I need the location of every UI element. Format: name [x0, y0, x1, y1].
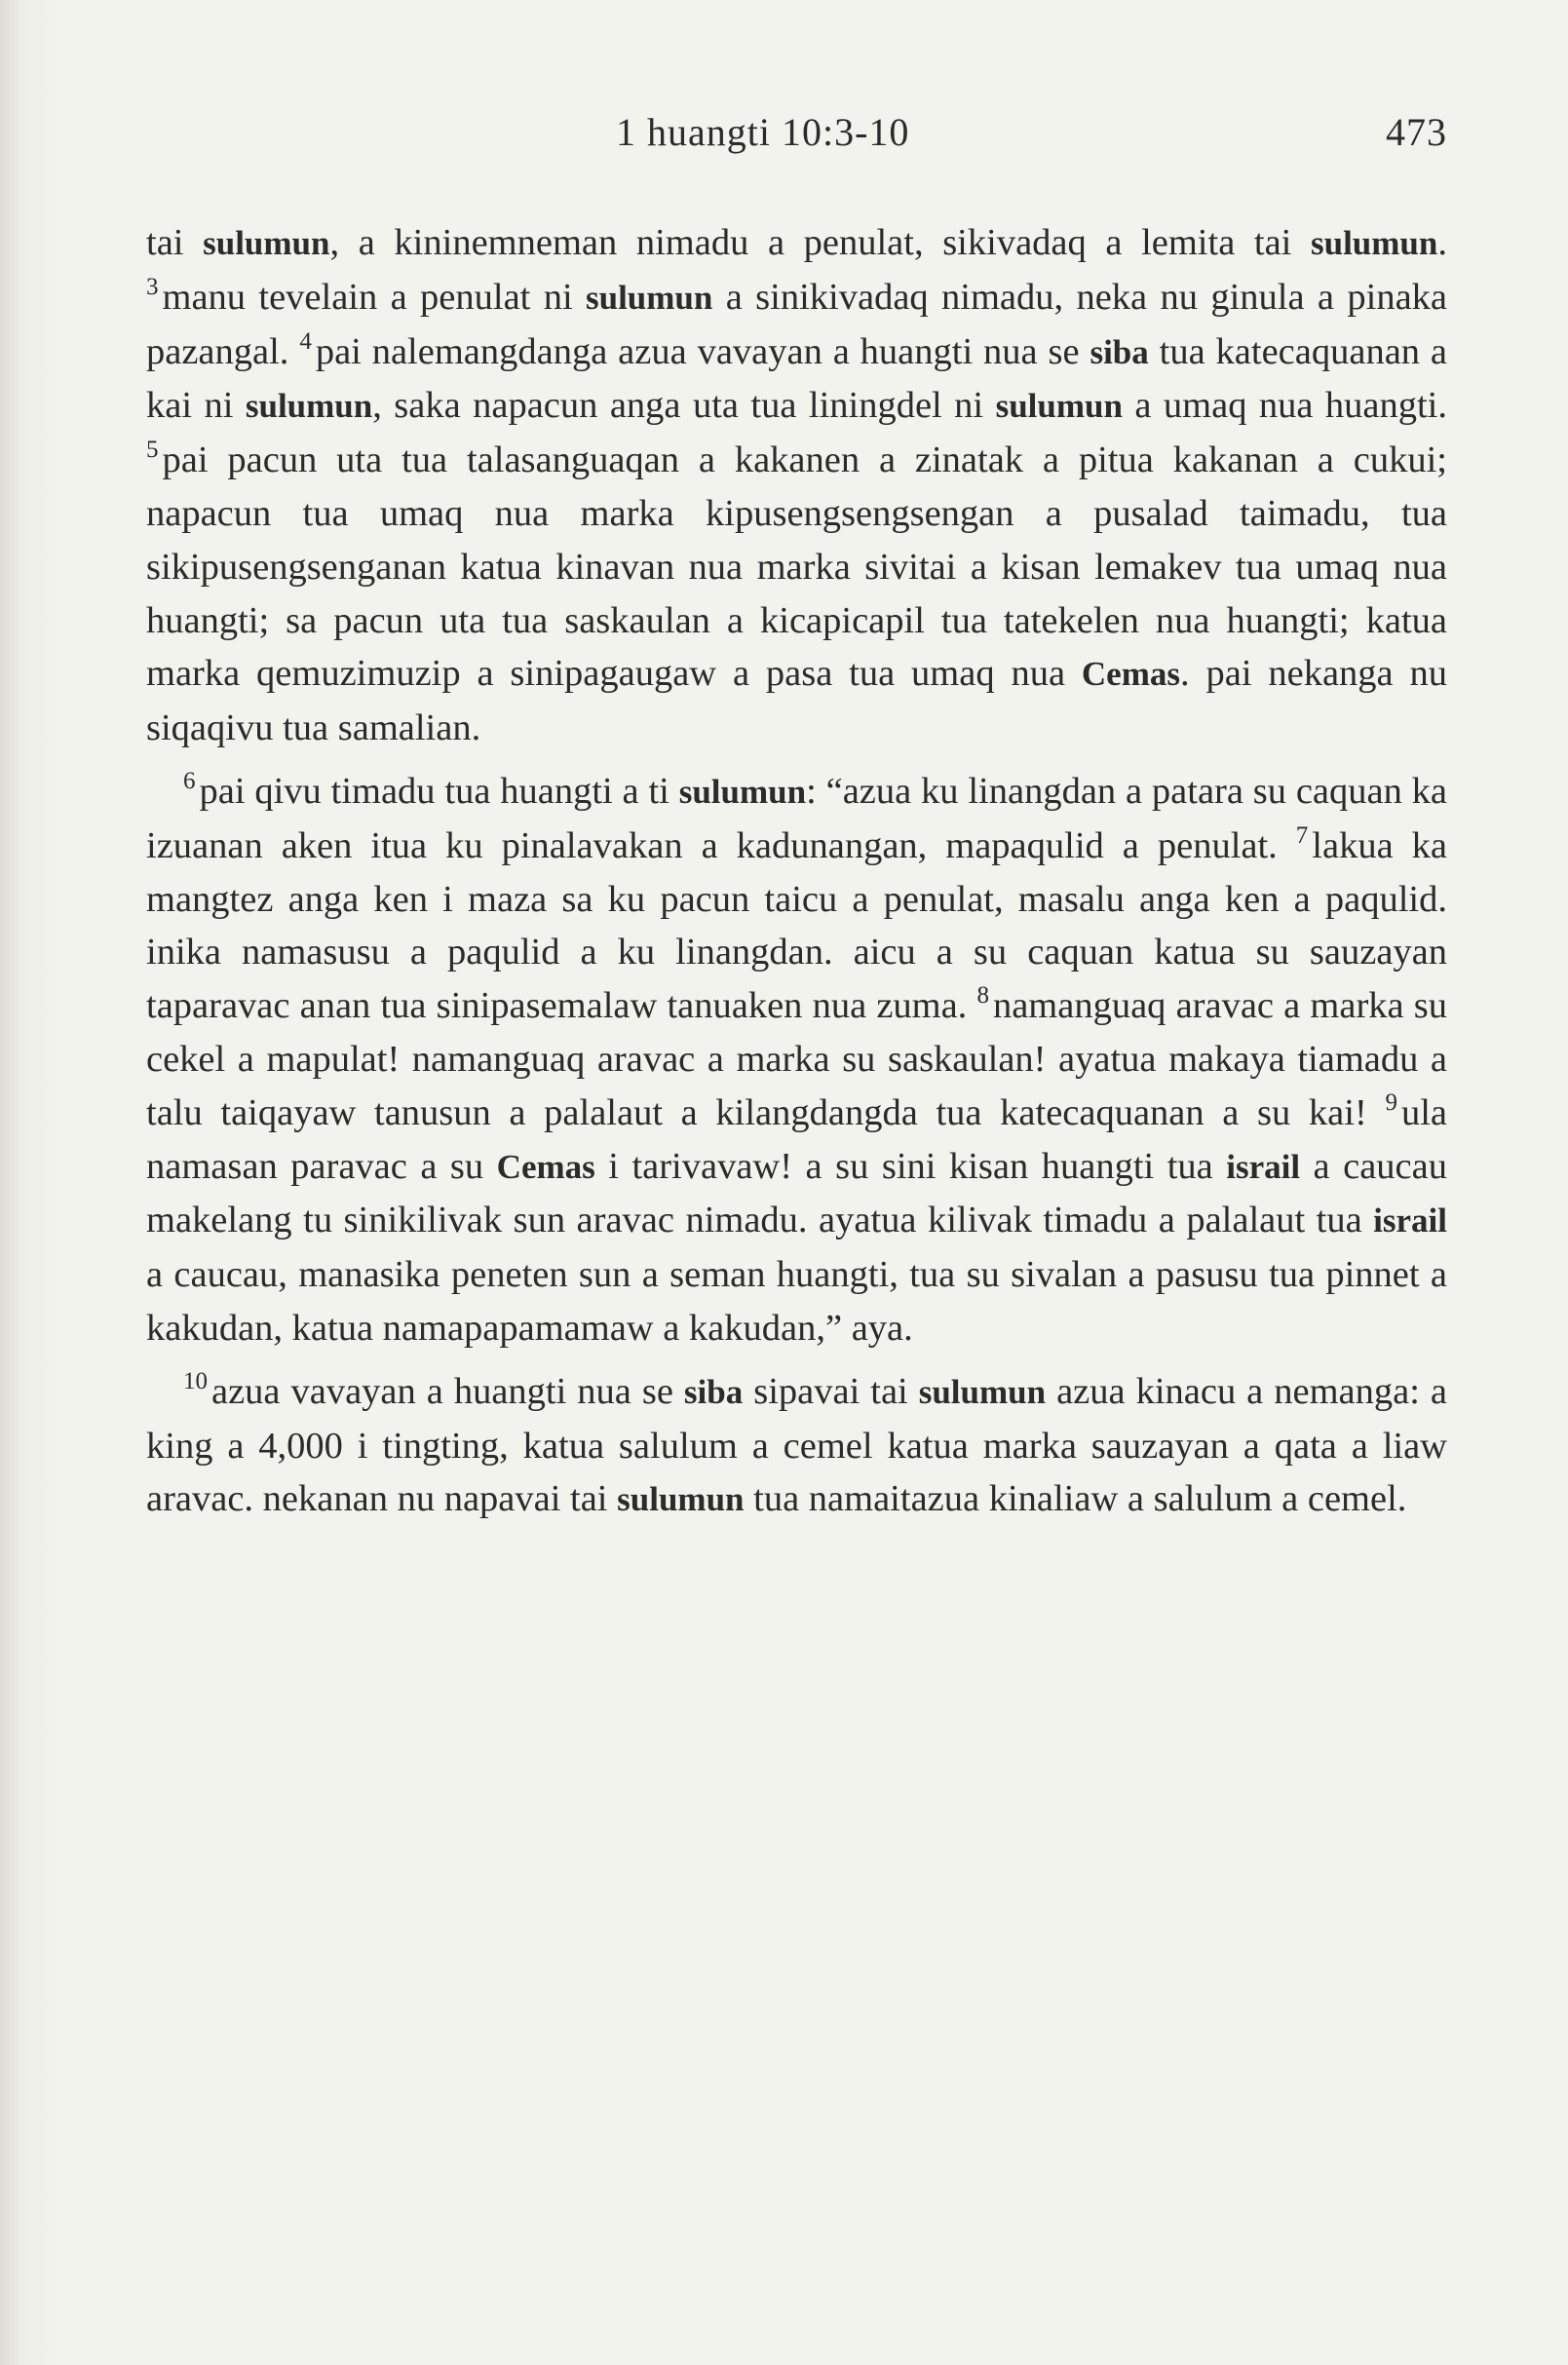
proper-name: sulumun [203, 224, 330, 262]
proper-name: israil [1373, 1202, 1447, 1240]
proper-name: Cemas [496, 1147, 595, 1186]
text-run: , saka napacun anga uta tua liningdel ni [372, 385, 996, 427]
verse-number: 4 [299, 327, 312, 355]
text-run: manu tevelain a penulat ni [162, 276, 586, 318]
text-run: pai qivu timadu tua huangti a ti [199, 770, 679, 812]
verse-number: 3 [146, 273, 159, 300]
text-run: a caucau, manasika peneten sun a seman huangti, tua su sivalan a pasusu tua pinnet a kakudan, katua namapapamamaw a kakudan,” aya. [146, 1254, 1447, 1349]
verse-number: 7 [1295, 821, 1309, 849]
text-run: , a kininemneman nimadu a penulat, sikivadaq a lemita tai [329, 222, 1311, 263]
verse-number: 6 [183, 767, 196, 794]
text-run: i tarivavaw! a su sini kisan huangti tua [594, 1145, 1227, 1187]
text-run: a sinikivadaq nimadu, neka nu ginula a pinaka pazangal. [146, 276, 1447, 372]
page-header [146, 109, 1447, 168]
verse-number: 9 [1385, 1088, 1397, 1116]
proper-name: sulumun [995, 387, 1123, 426]
text-run: tai [146, 222, 204, 263]
proper-name: sulumun [586, 278, 713, 317]
text-run: . pai nekanga nu siqaqivu tua samalian. [146, 653, 1447, 749]
text-run: : “azua ku linangdan a patara su caquan ka izuanan aken itua ku pinalavakan a kadunangan, mapaqulid a penulat. [146, 770, 1448, 866]
text-run: azua kinacu a nemanga: a king a 4,000 i tingting, katua salulum a cemel katua marka sauzayan a qata a liaw aravac. nekanan nu napavai tai [146, 1370, 1447, 1520]
verse-number: 8 [976, 982, 989, 1010]
proper-name: sulumun [245, 387, 373, 426]
proper-name: sulumun [1311, 224, 1438, 262]
proper-name: siba [1090, 332, 1149, 371]
text-run: pai pacun uta tua talasanguaqan a kakanen a zinatak a pitua kakanan a cukui; napacun tua umaq nua marka kipusengsengsengan a pusalad taimadu, tua sikipusengsenganan katua kinavan nua marka sivitai a kisan lemakev tua umaq nua huangti; sa pacun uta tua saskaulan a kicapicapil tua tatekelen nua huangti; katua marka qemuzimuzip a sinipagaugaw a pasa tua umaq nua [146, 439, 1447, 695]
proper-name: israil [1226, 1147, 1301, 1186]
text-run: namanguaq aravac a marka su cekel a mapulat! namanguaq aravac a marka su saskaulan! ayatua makaya tiamadu a talu taiqayaw tanusun a palalaut a kilangdangda tua katecaquanan a su kai! [146, 985, 1447, 1133]
paragraph [146, 1365, 1447, 1527]
verse-number: 5 [146, 437, 159, 464]
text-run: pai nalemangdanga azua vavayan a huangti nua se [315, 330, 1090, 372]
paragraph [146, 216, 1447, 755]
proper-name: sulumun [617, 1480, 745, 1519]
proper-name: sulumun [918, 1372, 1047, 1411]
proper-name: Cemas [1081, 655, 1180, 694]
text-run: a umaq nua huangti. [1122, 385, 1448, 427]
text-run: azua vavayan a huangti nua se [211, 1370, 684, 1412]
text-run: lakua ka mangtez anga ken i maza sa ku pacun taicu a penulat, masalu anga ken a paqulid. inika namasusu a paqulid a ku linangdan. aicu a su caquan katua su sauzayan taparavac anan tua sinipasemalaw tanuaken nua zuma. [146, 824, 1447, 1027]
text-run: tua katecaquanan a kai ni [146, 330, 1447, 427]
text-run: sipavai tai [743, 1370, 919, 1412]
running-title: 1 huangti 10:3-10 [616, 110, 910, 154]
proper-name: siba [683, 1372, 744, 1411]
proper-name: sulumun [678, 772, 807, 811]
page-number: 473 [1386, 110, 1447, 154]
text-run: tua namaitazua kinaliaw a salulum a cemel. [744, 1478, 1407, 1520]
body-text [146, 216, 1447, 1537]
paragraph [146, 765, 1447, 1355]
verse-number: 10 [183, 1367, 208, 1394]
text-run: . [1437, 222, 1447, 263]
text-run: a caucau makelang tu sinikilivak sun aravac nimadu. ayatua kilivak timadu a palalaut tua [146, 1145, 1447, 1241]
text-run: ula namasan paravac a su [146, 1091, 1447, 1187]
